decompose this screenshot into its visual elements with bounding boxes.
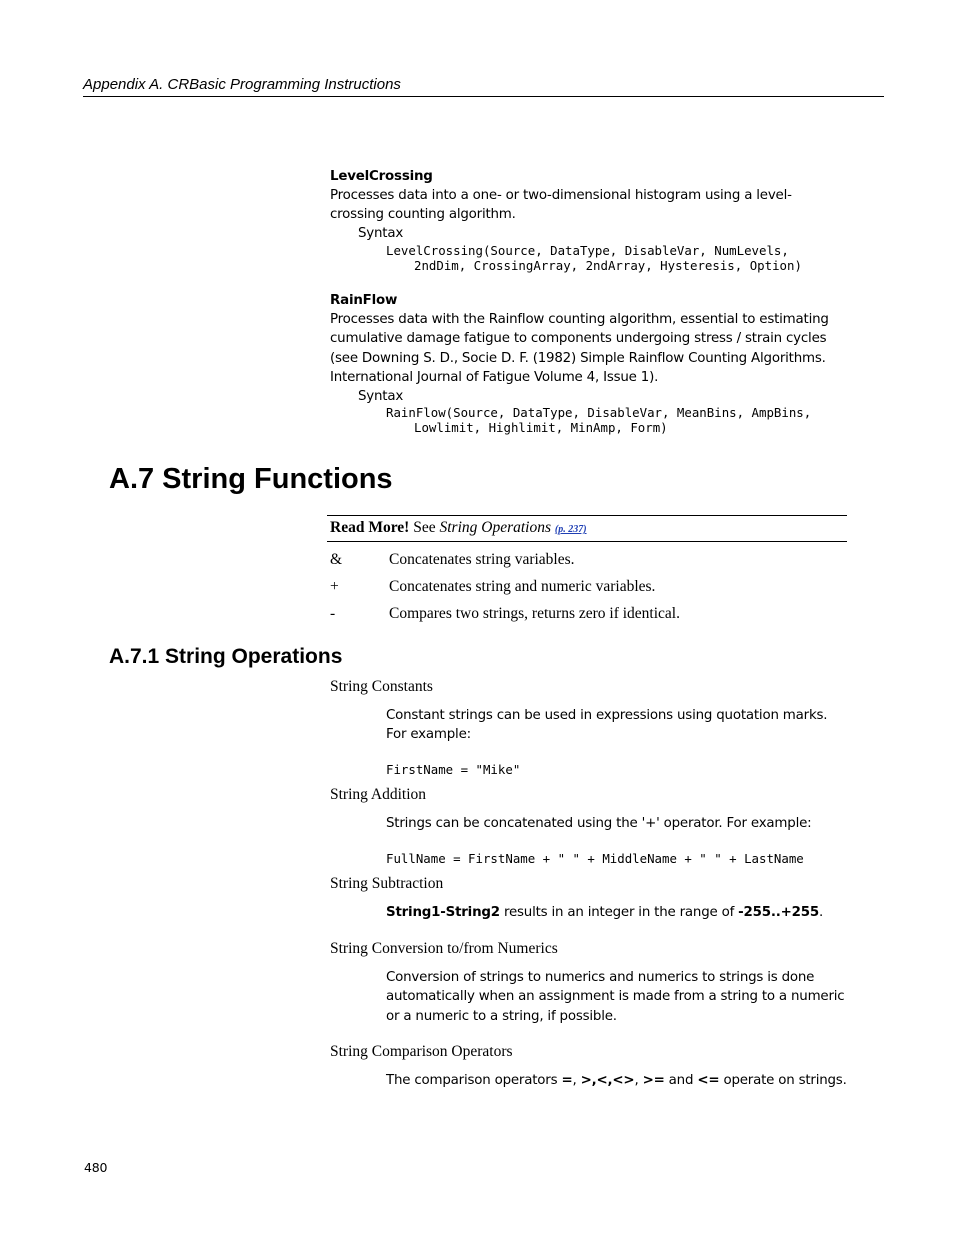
string-subtraction-period: . [819,905,824,920]
rainflow-title: RainFlow [330,293,398,308]
read-more-label: Read More! [330,519,410,536]
string-constants-text: Constant strings can be used in expressions using quotation marks. For example: [386,708,828,743]
levelcrossing-syntax-line1: LevelCrossing(Source, DataType, DisableVar, NumLevels, [386,243,789,258]
string-addition-heading: String Addition [330,786,427,803]
read-more-bottom-rule [327,541,847,542]
operator-symbol-minus: - [330,605,336,622]
operator-symbol-plus: + [330,578,339,595]
rainflow-syntax-line1: RainFlow(Source, DataType, DisableVar, MeanBins, AmpBins, [386,405,812,420]
read-more-target: String Operations [439,519,552,536]
levelcrossing-description: Processes data into a one- or two-dimensional histogram using a level-crossing counting algorithm. [330,188,792,223]
read-more-page-link[interactable]: (p. 237) [554,524,587,535]
read-more-see: See [413,519,436,536]
string-comparison-heading: String Comparison Operators [330,1043,513,1060]
running-header: Appendix A. CRBasic Programming Instructions [83,76,401,93]
string-subtraction-text [386,903,823,922]
comparison-op-lt-gt-ne: >,<,<> [580,1073,635,1088]
comparison-op-gte: >= [642,1073,665,1088]
comparison-sep-2: , [634,1073,643,1088]
levelcrossing-title: LevelCrossing [330,169,433,184]
operator-description-minus: Compares two strings, returns zero if identical. [389,605,680,622]
operator-symbol-ampersand: & [330,551,343,568]
string-comparison-start: The comparison operators [386,1073,562,1088]
operator-description-ampersand: Concatenates string variables. [389,551,575,568]
string-comparison-text [386,1071,847,1090]
operator-description-plus: Concatenates string and numeric variables. [389,578,656,595]
string-conversion-heading: String Conversion to/from Numerics [330,940,558,957]
comparison-op-lte: <= [697,1073,720,1088]
string-subtraction-mid-text: results in an integer in the range of [499,905,739,920]
section-a71-title: A.7.1 String Operations [109,645,343,668]
string-addition-text: Strings can be concatenated using the '+' operator. For example: [386,816,812,831]
rainflow-syntax-label: Syntax [358,389,404,404]
page-number: 480 [84,1160,108,1175]
string-comparison-end: operate on strings. [719,1073,847,1088]
levelcrossing-syntax-line2: 2ndDim, CrossingArray, 2ndArray, Hysteresis, Option) [414,258,802,273]
comparison-op-equal: = [561,1073,573,1088]
string-constants-code: FirstName = "Mike" [386,762,521,777]
rainflow-syntax-line2: Lowlimit, Highlimit, MinAmp, Form) [414,420,668,435]
string-subtraction-range: -255..+255 [738,905,820,920]
section-a7-title: A.7 String Functions [109,463,393,495]
header-rule [83,96,884,97]
string-subtraction-heading: String Subtraction [330,875,444,892]
string-addition-code: FullName = FirstName + " " + MiddleName + " " + LastName [386,851,804,866]
string-subtraction-expression: String1-String2 [386,905,500,920]
rainflow-description: Processes data with the Rainflow counting algorithm, essential to estimating cumulative damage fatigue to components undergoing stress / strain cycles (see Downing S. D., Socie D. F. (1982) Simple Rainflow Counting Algorithms. International Journal of Fatigue Volume 4, Issue 1). [330,312,829,385]
comparison-sep-1: , [572,1073,581,1088]
read-more-note [330,519,587,537]
read-more-top-rule [327,515,847,516]
string-constants-heading: String Constants [330,678,433,695]
comparison-and: and [664,1073,698,1088]
levelcrossing-syntax-label: Syntax [358,226,404,241]
string-conversion-text: Conversion of strings to numerics and numerics to strings is done automatically when an assignment is made from a string to a numeric or a numeric to a string, if possible. [386,970,845,1024]
